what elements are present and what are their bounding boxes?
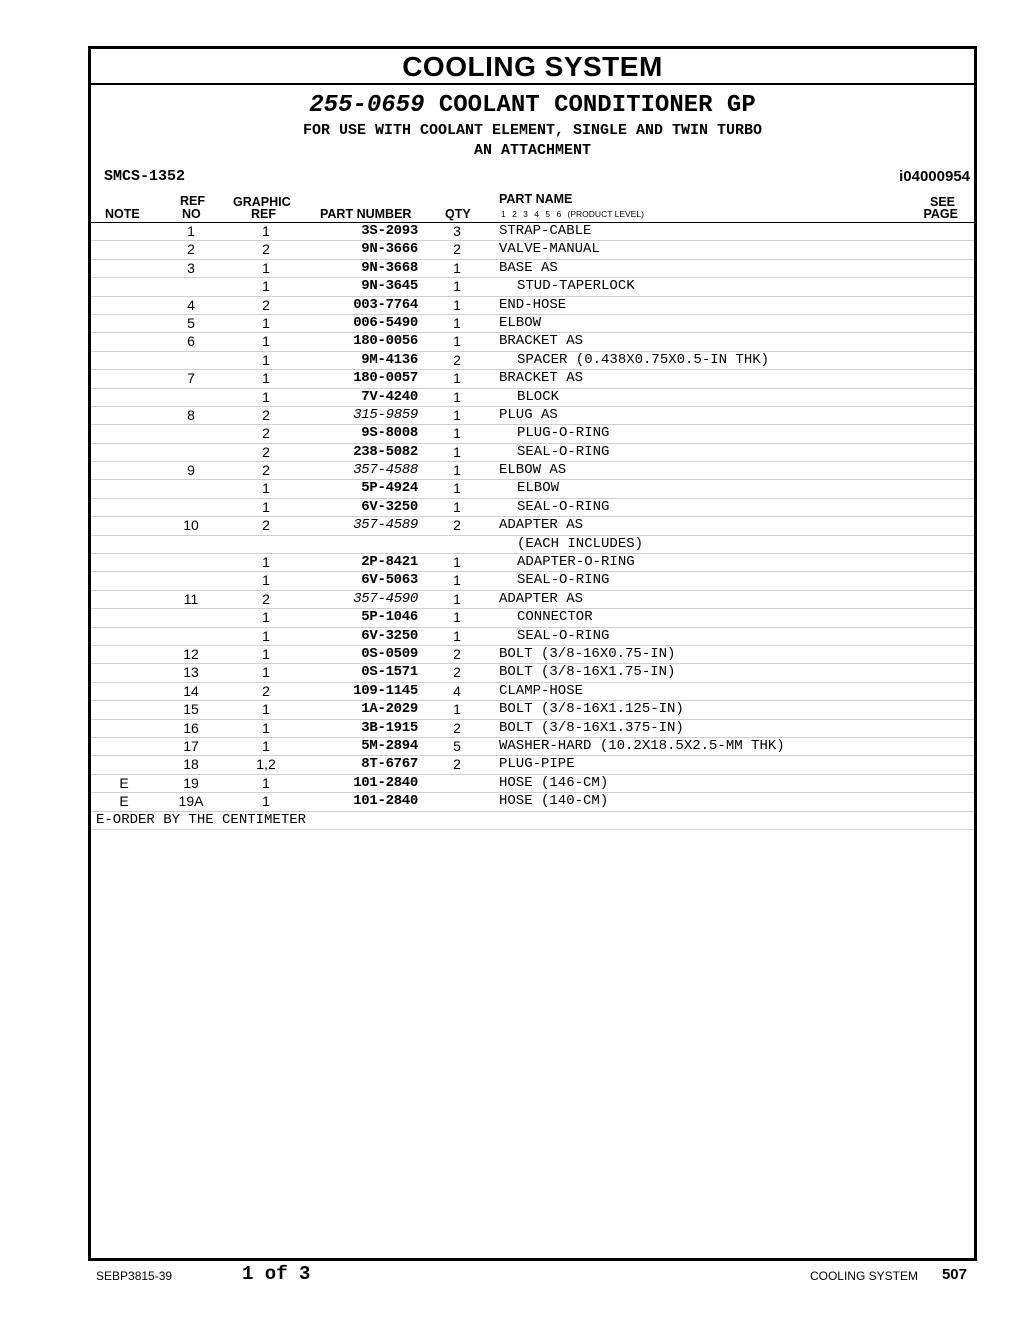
row-qty: 2 <box>453 719 461 736</box>
table-row <box>91 646 974 664</box>
row-part-number: 9N-3645 <box>361 278 418 295</box>
table-row <box>91 425 974 443</box>
group-subtitle-2: AN ATTACHMENT <box>473 142 592 159</box>
row-ref-no: 15 <box>183 701 199 718</box>
row-part-number: 9N-3668 <box>361 259 418 276</box>
row-ref-no: 14 <box>183 682 199 699</box>
col-qty: QTY <box>445 207 471 221</box>
row-qty: 1 <box>453 370 461 387</box>
row-graphic-ref: 1 <box>262 701 270 718</box>
row-qty: 1 <box>453 425 461 442</box>
row-ref-no: 4 <box>187 296 195 313</box>
row-qty: 1 <box>453 498 461 515</box>
section-title: COOLING SYSTEM <box>91 49 974 85</box>
row-part-name: SEAL-O-RING <box>517 443 610 460</box>
table-row <box>91 701 974 719</box>
col-ref-line1: REF <box>180 194 205 208</box>
row-part-name: WASHER-HARD (10.2X18.5X2.5-MM THK) <box>499 737 785 754</box>
row-qty: 1 <box>453 333 461 350</box>
row-ref-no: 10 <box>183 517 199 534</box>
row-part-number: 3S-2093 <box>361 223 418 239</box>
row-part-number: 357-4590 <box>353 590 418 607</box>
row-part-name: PLUG-O-RING <box>517 425 610 442</box>
table-row <box>91 572 974 590</box>
row-ref-no: 18 <box>183 756 199 773</box>
row-ref-no: 1 <box>187 223 195 239</box>
row-graphic-ref: 1 <box>262 572 270 589</box>
table-row <box>91 278 974 296</box>
parts-list-frame <box>88 46 977 1261</box>
row-graphic-ref: 1 <box>262 664 270 681</box>
row-qty: 4 <box>453 682 461 699</box>
product-level-numbers: 1 2 3 4 5 6 <box>501 209 562 219</box>
row-ref-no: 13 <box>183 664 199 681</box>
row-part-number: 0S-1571 <box>361 664 418 681</box>
col-part-number: PART NUMBER <box>320 207 412 221</box>
row-part-name: PLUG AS <box>499 406 558 423</box>
footer-page-number: 507 <box>941 1266 967 1283</box>
row-qty: 1 <box>453 609 461 626</box>
col-see-line1: SEE <box>929 195 955 209</box>
row-qty: 1 <box>453 443 461 460</box>
row-qty: 1 <box>453 554 461 571</box>
row-ref-no: 12 <box>183 645 199 662</box>
row-part-name: ELBOW <box>499 314 542 331</box>
row-graphic-ref: 1 <box>262 480 270 497</box>
row-part-number: 1A-2029 <box>361 701 418 718</box>
row-graphic-ref: 1 <box>262 333 270 350</box>
row-part-name: BOLT (3/8-16X0.75-IN) <box>499 645 676 662</box>
row-part-name: ELBOW <box>517 480 560 497</box>
table-row <box>91 352 974 370</box>
row-qty: 1 <box>453 627 461 644</box>
row-part-number: 7V-4240 <box>361 388 418 405</box>
row-part-number: 6V-3250 <box>361 498 418 515</box>
row-qty: 1 <box>453 480 461 497</box>
row-graphic-ref: 1 <box>262 314 270 331</box>
row-graphic-ref: 1 <box>262 554 270 571</box>
table-row <box>91 462 974 480</box>
row-part-name: BOLT (3/8-16X1.125-IN) <box>499 701 684 718</box>
row-ref-no: 8 <box>187 406 195 423</box>
row-graphic-ref: 1 <box>262 719 270 736</box>
row-qty: 1 <box>453 388 461 405</box>
row-part-name: SEAL-O-RING <box>517 572 610 589</box>
row-part-name: BRACKET AS <box>499 333 584 350</box>
row-ref-no: 7 <box>187 370 195 387</box>
col-note: NOTE <box>105 207 140 221</box>
row-graphic-ref: 2 <box>262 443 270 460</box>
row-part-name: BASE AS <box>499 259 558 276</box>
table-row <box>91 223 974 241</box>
row-part-number: 9N-3666 <box>361 241 418 258</box>
row-graphic-ref: 2 <box>262 296 270 313</box>
row-ref-no: 3 <box>187 259 195 276</box>
group-title <box>91 91 974 121</box>
group-name: COOLANT CONDITIONER GP <box>438 92 756 119</box>
table-row <box>91 738 974 756</box>
group-number: 255-0659 <box>309 92 425 119</box>
row-graphic-ref: 1 <box>262 627 270 644</box>
table-row <box>91 756 974 774</box>
row-part-number: 0S-0509 <box>361 645 418 662</box>
row-graphic-ref: 1 <box>262 609 270 626</box>
row-qty: 1 <box>453 278 461 295</box>
row-qty: 1 <box>453 590 461 607</box>
row-part-number: 5P-1046 <box>361 609 418 626</box>
table-row <box>91 664 974 682</box>
row-part-number: 180-0057 <box>353 370 418 387</box>
row-part-name: BOLT (3/8-16X1.375-IN) <box>499 719 684 736</box>
row-graphic-ref: 1,2 <box>256 756 276 773</box>
row-part-name: ADAPTER AS <box>499 517 584 534</box>
row-part-number: 3B-1915 <box>361 719 418 736</box>
identifier-line <box>91 166 974 192</box>
row-part-name: PLUG-PIPE <box>499 756 575 773</box>
row-part-number: 2P-8421 <box>361 554 418 571</box>
table-row <box>91 370 974 388</box>
row-part-number: 8T-6767 <box>361 756 418 773</box>
row-part-number: 9S-8008 <box>361 425 418 442</box>
row-part-number: 9M-4136 <box>361 351 418 368</box>
row-part-number: 5P-4924 <box>361 480 418 497</box>
footer-page-of: 1 of 3 <box>242 1263 311 1285</box>
row-part-name: CONNECTOR <box>517 609 593 626</box>
row-graphic-ref: 1 <box>262 645 270 662</box>
table-row <box>91 793 974 811</box>
col-part-name: PART NAME <box>499 192 573 206</box>
row-graphic-ref: 1 <box>262 259 270 276</box>
row-qty: 1 <box>453 701 461 718</box>
row-part-name: BRACKET AS <box>499 370 584 387</box>
row-ref-no: 11 <box>183 590 199 607</box>
row-qty: 1 <box>453 296 461 313</box>
row-graphic-ref: 2 <box>262 241 270 258</box>
row-graphic-ref: 1 <box>262 388 270 405</box>
row-graphic-ref: 1 <box>262 498 270 515</box>
row-graphic-ref: 1 <box>262 278 270 295</box>
col-product-levels <box>501 209 644 219</box>
row-part-name: VALVE-MANUAL <box>499 241 600 258</box>
row-part-name: END-HOSE <box>499 296 567 313</box>
row-graphic-ref: 1 <box>262 774 270 791</box>
row-ref-no: 19 <box>183 774 199 791</box>
table-row <box>91 517 974 535</box>
row-qty: 2 <box>453 351 461 368</box>
row-part-number: 238-5082 <box>353 443 418 460</box>
table-row <box>91 536 974 554</box>
table-row <box>91 444 974 462</box>
row-ref-no: 2 <box>187 241 195 258</box>
row-part-number: 180-0056 <box>353 333 418 350</box>
row-graphic-ref: 1 <box>262 370 270 387</box>
row-graphic-ref: 2 <box>262 406 270 423</box>
row-qty: 1 <box>453 572 461 589</box>
footnote: E-ORDER BY THE CENTIMETER <box>91 812 974 830</box>
row-qty: 1 <box>453 314 461 331</box>
row-ref-no: 6 <box>187 333 195 350</box>
row-graphic-ref: 2 <box>262 425 270 442</box>
table-row <box>91 628 974 646</box>
row-part-number: 101-2840 <box>353 774 418 791</box>
row-part-name: BOLT (3/8-16X1.75-IN) <box>499 664 676 681</box>
table-row <box>91 775 974 793</box>
row-graphic-ref: 1 <box>262 351 270 368</box>
table-row <box>91 407 974 425</box>
row-qty: 1 <box>453 259 461 276</box>
table-row <box>91 609 974 627</box>
row-part-name: SEAL-O-RING <box>517 498 610 515</box>
row-part-number: 109-1145 <box>353 682 418 699</box>
column-header <box>91 192 974 223</box>
col-graphic-line2: REF <box>251 207 276 221</box>
col-ref-line2: NO <box>182 207 201 221</box>
col-graphic-line1: GRAPHIC <box>233 195 291 209</box>
row-part-name: ADAPTER-O-RING <box>517 554 635 571</box>
row-qty: 2 <box>453 241 461 258</box>
table-row <box>91 480 974 498</box>
footer-doc-id: SEBP3815-39 <box>96 1269 173 1283</box>
row-part-name: STUD-TAPERLOCK <box>517 278 635 295</box>
row-graphic-ref: 2 <box>262 517 270 534</box>
row-part-number: 003-7764 <box>353 296 418 313</box>
row-part-number: 357-4589 <box>353 517 418 534</box>
row-qty: 2 <box>453 756 461 773</box>
page-footer <box>0 1262 1020 1286</box>
row-qty: 2 <box>453 664 461 681</box>
row-qty: 5 <box>453 737 461 754</box>
row-graphic-ref: 2 <box>262 462 270 479</box>
row-ref-no: 17 <box>183 737 199 754</box>
table-row <box>91 554 974 572</box>
row-ref-no: 16 <box>183 719 199 736</box>
row-part-number: 006-5490 <box>353 314 418 331</box>
row-part-number: 5M-2894 <box>361 737 418 754</box>
footer-section: COOLING SYSTEM <box>809 1269 918 1283</box>
row-graphic-ref: 2 <box>262 590 270 607</box>
row-ref-no: 5 <box>187 314 195 331</box>
row-part-name: HOSE (140-CM) <box>499 793 609 810</box>
row-part-name: ADAPTER AS <box>499 590 584 607</box>
table-row <box>91 315 974 333</box>
row-part-name: HOSE (146-CM) <box>499 774 609 791</box>
row-graphic-ref: 1 <box>262 737 270 754</box>
row-part-name: (EACH INCLUDES) <box>517 535 644 552</box>
row-qty: 2 <box>453 517 461 534</box>
row-part-number: 357-4588 <box>353 462 418 479</box>
row-ref-no: 9 <box>187 462 195 479</box>
row-part-name: ELBOW AS <box>499 462 567 479</box>
row-ref-no: 19A <box>178 793 204 810</box>
row-part-number: 101-2840 <box>353 793 418 810</box>
row-qty: 1 <box>453 462 461 479</box>
row-graphic-ref: 1 <box>262 793 270 810</box>
row-graphic-ref: 1 <box>262 223 270 239</box>
row-part-name: SPACER (0.438X0.75X0.5-IN THK) <box>517 351 770 368</box>
row-note: E <box>119 793 129 810</box>
illustration-id: i04000954 <box>899 168 970 185</box>
row-part-name: BLOCK <box>517 388 560 405</box>
row-part-number: 6V-5063 <box>361 572 418 589</box>
row-qty: 2 <box>453 645 461 662</box>
table-row <box>91 333 974 351</box>
row-part-name: SEAL-O-RING <box>517 627 610 644</box>
table-row <box>91 389 974 407</box>
table-row <box>91 720 974 738</box>
row-part-number: 6V-3250 <box>361 627 418 644</box>
table-row <box>91 499 974 517</box>
row-graphic-ref: 2 <box>262 682 270 699</box>
table-row <box>91 260 974 278</box>
row-part-name: CLAMP-HOSE <box>499 682 584 699</box>
product-level-label: (PRODUCT LEVEL) <box>567 209 644 219</box>
table-row <box>91 241 974 259</box>
table-row <box>91 683 974 701</box>
smcs-code: SMCS-1352 <box>104 168 186 185</box>
col-see-line2: PAGE <box>923 207 958 221</box>
row-note: E <box>119 774 129 791</box>
group-subtitle-1: FOR USE WITH COOLANT ELEMENT, SINGLE AND TWIN TURBO <box>302 122 763 139</box>
row-qty: 3 <box>453 223 461 239</box>
table-row <box>91 297 974 315</box>
table-row <box>91 591 974 609</box>
row-qty: 1 <box>453 406 461 423</box>
row-part-number: 315-9859 <box>353 406 418 423</box>
row-part-name: STRAP-CABLE <box>499 223 592 239</box>
parts-table-body <box>91 223 974 812</box>
